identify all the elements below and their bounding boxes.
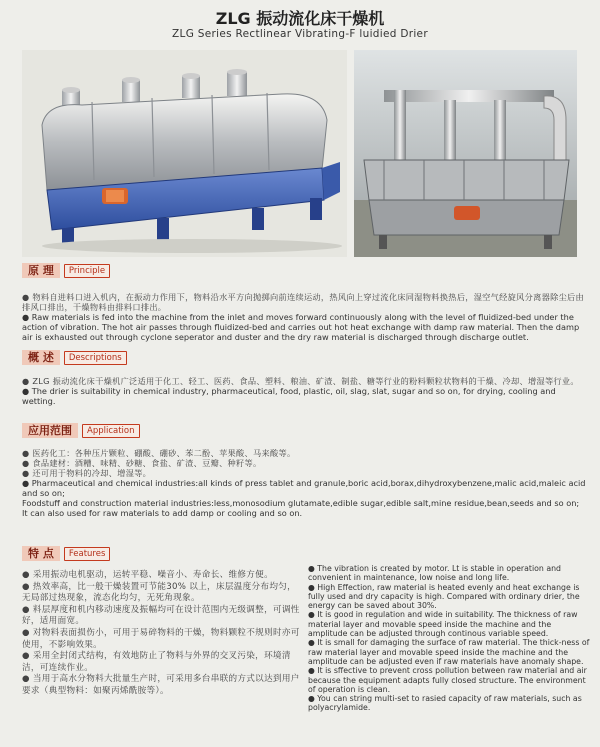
feature-cn-item: ● 采用全封闭式结构，有效地防止了物料与外界的交叉污染，环境清洁，可连续作业。 xyxy=(22,651,291,673)
dryer-photo-main xyxy=(22,50,347,257)
description-en-text: ● The drier is suitability in chemical industry, pharmaceutical, food, plastic, oil, slag, slat, sugar and so on, for drying, cooling and wetting. xyxy=(22,386,556,406)
application-header xyxy=(22,423,140,438)
application-label-cn: 应用范围 xyxy=(22,423,78,438)
description-header xyxy=(22,350,127,365)
feature-cn-item: ● 当用于高水分物料大批量生产时，可采用多台串联的方式以达到用户要求（典型物料：如聚丙烯酰胺等）。 xyxy=(22,674,300,696)
feature-cn-item: ● 热效率高，比一般干燥装置可节能30% 以上，床层温度分布均匀，无局部过热现象，流态化均匀，无死角现象。 xyxy=(22,581,296,604)
application-line: ● 还可用于物料的冷却、增湿等。 xyxy=(22,468,152,478)
page-subtitle: ZLG Series Rectlinear Vibrating-F luidied Drier xyxy=(172,28,428,40)
principle-en-text: ● Raw materials is fed into the machine from the inlet and moves forward continuously along with the level of fluidized-bed under the action of vibration. The hot air passes through fluidized-bed and carries out hot heat exchange with damp raw material. Then the damp air is exhausted out through cyclone seperator and duster and the dry raw material is discharged through discharge outlet. xyxy=(22,312,580,342)
principle-label-cn: 原 理 xyxy=(22,263,60,278)
description-label-cn: 概 述 xyxy=(22,350,60,365)
features-label-en: Features xyxy=(64,547,111,561)
features-header xyxy=(22,546,110,561)
application-label-en: Application xyxy=(82,424,140,438)
feature-en-item: ● It is small for damaging the surface of raw material. The thick-ness of raw material layer and movable speed inside the machine and the amplitude can be adjusted even if raw materials have anomaly shape. xyxy=(308,638,590,666)
description-label-en: Descriptions xyxy=(64,351,127,365)
features-en-column xyxy=(308,564,590,713)
principle-cn-text: ● 物料自进料口进入机内，在振动力作用下，物料沿水平方向抛掷向前连续运动，热风向上穿过流化床同湿物料换热后，湿空气经旋风分离器除尘后由排风口排出，干燥物料由排料口排出。 xyxy=(22,292,585,312)
feature-en-item: ● High Effection, raw material is heated evenly and heat exchange is fully used and dry capacity is high. Compared with ordinary drier, the energy can be saved about 30%. xyxy=(308,582,580,611)
dryer-photo-installed xyxy=(354,50,577,257)
principle-header xyxy=(22,263,110,278)
application-line: ● Pharmaceutical and chemical industries:all kinds of press tablet and granule,boric acid,borax,dihydroxybenzene,malic acid,maleic acid and so on; xyxy=(22,478,586,498)
principle-label-en: Principle xyxy=(64,264,110,278)
features-label-cn: 特 点 xyxy=(22,546,60,561)
feature-cn-item: ● 料层厚度和机内移动速度及振幅均可在设计范围内无级调整，可调性好，适用面宽。 xyxy=(22,604,300,627)
page-title: ZLG 振动流化床干燥机 xyxy=(215,9,385,28)
feature-en-item: ● The vibration is created by motor. Lt is stable in operation and convenient in maintenance, low noise and long life. xyxy=(308,564,561,583)
features-cn-column xyxy=(22,570,300,698)
feature-en-item: ● You can string multi-set to rasied capacity of raw materials, such as polyacrylamide. xyxy=(308,694,582,713)
feature-cn-item: ● 对物料表面损伤小，可用于易碎物料的干燥，物料颗粒不规则时亦可使用，不影响效果。 xyxy=(22,627,300,650)
application-line: It can also used for raw materials to add damp or cooling and so on. xyxy=(22,508,303,518)
description-cn-text: ● ZLG 振动流化床干燥机广泛适用于化工、轻工、医药、食品、塑料、粮油、矿渣、制盐、糖等行业的粉料颗粒状物料的干燥、冷却、增湿等行业。 xyxy=(22,376,579,386)
application-line: ● 食品建材：酒糟、味精、砂糖、食盐、矿渣、豆瓣、种籽等。 xyxy=(22,458,262,468)
feature-en-item: ● It is good in regulation and wide in suitability. The thickness of raw material layer and movable speed inside the machine and the amplitude can be adjusted through continous variable speed. xyxy=(308,610,578,639)
feature-en-item: ● It is sffective to prevent cross pollution between raw material and air because the equipment adapts fully closed structure. The environment of operation is clean. xyxy=(308,666,587,694)
application-line: ● 医药化工：各种压片颗粒、硼酸、硼砂、苯二酚、苹果酸、马来酸等。 xyxy=(22,448,296,458)
description-text xyxy=(22,376,588,406)
principle-text xyxy=(22,292,588,342)
application-text xyxy=(22,448,588,518)
feature-cn-item: ● 采用振动电机驱动，运转平稳、噪音小、寿命长、维修方便。 xyxy=(22,570,273,580)
application-line: Foodstuff and construction material industries:less,monosodium glutamate,edible sugar,edible salt,mine residue,bean,seeds and so on; xyxy=(22,498,580,508)
